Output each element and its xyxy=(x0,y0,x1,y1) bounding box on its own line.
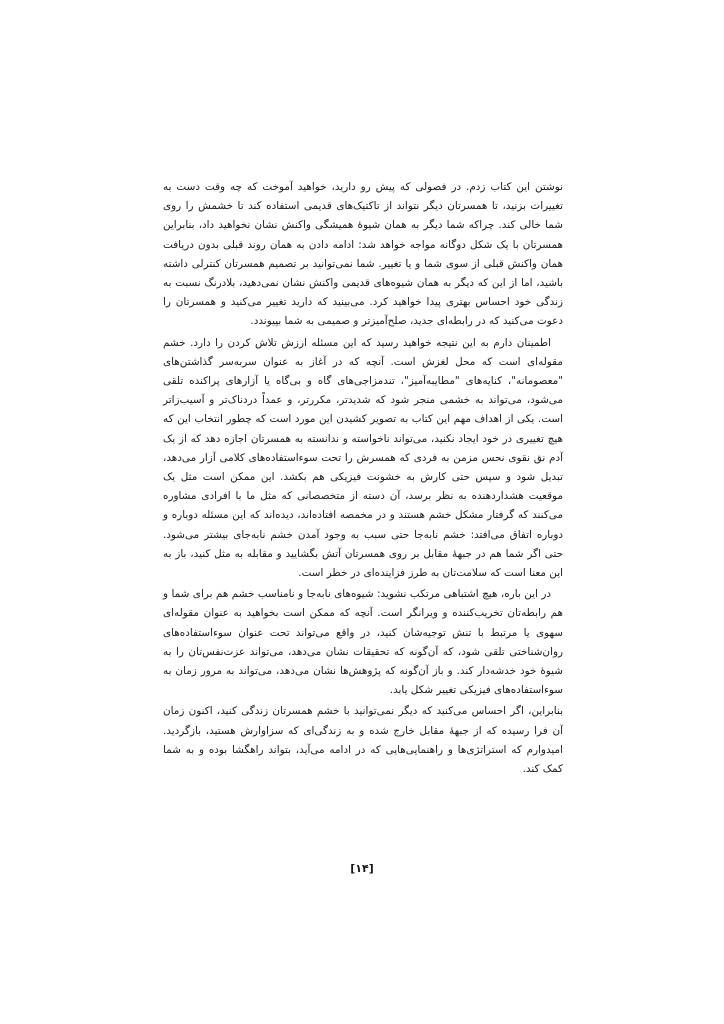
paragraph-continuation: نوشتن این کتاب زدم. در فصولی که پیش رو دارید، خواهید آموخت که چه وقت دست به تغییرات بزنید، تا همسرتان دیگر نتواند از تاکتیک‌های قدیمی استفاده کند تا خشمش را روی شما خالی کند. چراکه شما دیگر به همان شیوهٔ همیشگی واکنش نشان نخواهید داد، بنابراین همسرتان با یک شکل دوگانه مواجه خواهد شد: ادامه دادن به همان روند قبلی بدون دریافت همان واکنش قبلی از سوی شما و یا تغییر. شما نمی‌توانید بر تصمیم همسرتان کنترلی داشته باشید، اما از این که دیگر به همان شیوه‌های قدیمی واکنش نشان نمی‌دهید، بلادرنگ نسبت به زندگی خود احساس بهتری پیدا خواهید کرد. می‌بینید که دارید تغییر می‌کنید و همسرتان را دعوت می‌کنید که در رابطه‌ای جدید، صلح‌آمیزتر و صمیمی به شما بپیوندد. xyxy=(163,181,563,328)
paragraph: در این باره، هیچ اشتباهی مرتکب نشوید: شیوه‌های نابه‌جا و نامناسب خشم هم برای شما و هم رابطه‌تان تخریب‌کننده و ویرانگر است. آنچه که ممکن است بخواهید به عنوان مقوله‌ای سهوی یا مرتبط با تنش توجیه‌شان کنید، در واقع می‌تواند تحت عنوان سوءاستفاده‌های روان‌شناختی تلقی شود، که آن‌گونه که تحقیقات نشان می‌دهد، می‌تواند عزت‌نفس‌تان را به شیوهٔ خود خدشه‌دار کند. و باز آن‌گونه که پژوهش‌ها نشان می‌دهد، می‌تواند به مرور زمان به سوءاستفاده‌های فیزیکی تغییر شکل یابد. xyxy=(163,588,563,697)
body-text xyxy=(163,178,563,779)
page-number: [۱۴] xyxy=(350,862,374,875)
paragraph: اطمینان دارم به این نتیجه خواهید رسید که این مسئله ارزش تلاش کردن را دارد. خشم مقوله‌ای است که محل لغزش است. آنچه که در آغاز به عنوان سربه‌سر گذاشتن‌های "معصومانه"، کنایه‌های "مطایبه‌آمیز"، تندمزاجی‌های گاه و بی‌گاه یا آزارهای پراکنده تلقی می‌شود، می‌تواند به خشمی منجر شود که شدیدتر، مکررتر، و عمداً دردناک‌تر و آسیب‌زاتر است. یکی از اهداف مهم این کتاب به تصویر کشیدن این مورد است که چطور انتخاب این که هیچ تغییری در خود ایجاد نکنید، می‌تواند ناخواسته و ندانسته به همسرتان اجازه دهد که از یک آدم نق نقوی نحس مزمن به فردی که همسرش را تحت سوءاستفاده‌های کلامی آزار می‌دهد، تبدیل شود و سپس حتی کارش به خشونت فیزیکی هم بکشد. این ممکن است مثل یک موقعیت هشداردهنده به نظر برسد، آن دسته از متخصصانی که مثل ما با افرادی مشاوره می‌کنند که گرفتار مشکل خشم هستند و در مخمصه افتاده‌اند، دیده‌اند که این مسئله دوباره و دوباره اتفاق می‌افتد: خشم نابه‌جا حتی سبب به وجود آمدن خشم نابه‌جای بیشتر می‌شود. حتی اگر شما هم در جبههٔ مقابل بر روی همسرتان آتش بگشایید و مقابله به مثل کنید، باز به این معنا است که سلامت‌تان به طرز فزاینده‌ای در خطر است. xyxy=(163,336,563,580)
paragraph: بنابراین، اگر احساس می‌کنید که دیگر نمی‌توانید با خشم همسرتان زندگی کنید، اکنون زمان آن فرا رسیده که از جبههٔ مقابل خارج شده و به زندگی‌ای که سزاوارش هستید، بازگردید. امیدوارم که استراتژی‌ها و راهنمایی‌هایی که در ادامه می‌آید، بتواند راهگشا بوده و به شما کمک کند. xyxy=(163,705,563,776)
